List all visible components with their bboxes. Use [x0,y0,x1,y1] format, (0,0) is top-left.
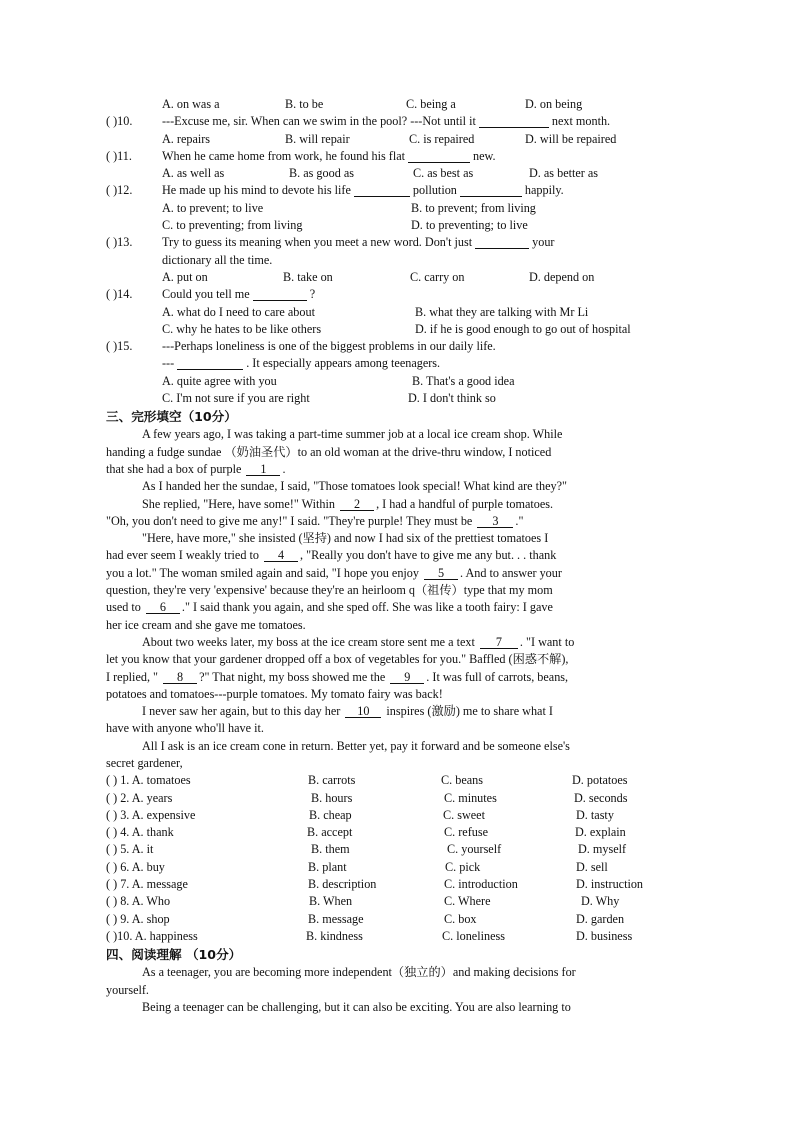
reading-passage [106,964,686,1016]
q11-options: A. as well as B. as good as C. as best as D. as better as [162,166,599,181]
q12-options-2: C. to preventing; from living D. to preventing; to live [162,218,528,233]
q15-options-2: C. I'm not sure if you are right D. I don't think so [162,391,496,406]
passage-line: "Oh, you don't need to give me any!" I said. "They're purple! They must be 3 ." [106,513,524,528]
q15-stem: ( )15. ---Perhaps loneliness is one of the biggest problems in our daily life. [106,339,496,354]
q10-stem: ( )10. ---Excuse me, sir. When can we swim in the pool? ---Not until it next month. [106,114,611,129]
cloze-blank[interactable]: 8 [163,672,197,684]
passage-line: her ice cream and she gave me tomatoes. [106,617,306,632]
cloze-blank[interactable]: 9 [390,672,424,684]
q15-options-1: A. quite agree with you B. That's a good idea [162,373,515,388]
q9-options: A. on was a B. to be C. being a D. on being [162,97,583,111]
passage-line: potatoes and tomatoes---purple tomatoes. My tomato fairy was back! [106,686,443,701]
cloze-option-row: ( ) 5. A. it B. them C. yourself D. myself [106,842,627,857]
q12-options-1: A. to prevent; to live B. to prevent; from living [162,200,536,215]
passage-line: I never saw her again, but to this day her 10 inspires (激励) me to share what I [142,704,553,719]
q13-stem: ( )13. Try to guess its meaning when you meet a new word. Don't just your [106,235,555,250]
passage-line: About two weeks later, my boss at the ice cream store sent me a text 7 . "I want to [142,634,575,649]
passage-line: As a teenager, you are becoming more independent（独立的）and making decisions for [142,965,576,980]
answer-blank-2[interactable] [460,185,522,197]
cloze-option-row: ( ) 8. A. Who B. When C. Where D. Why [106,894,620,909]
q15-stem-cont: --- . It especially appears among teenagers. [162,356,441,371]
q14-options-1: A. what do I need to care about B. what they are talking with Mr Li [162,304,589,319]
passage-line: Being a teenager can be challenging, but it can also be exciting. You are also learning to [142,999,571,1014]
cloze-option-row: ( ) 9. A. shop B. message C. box D. garden [106,911,625,926]
q10-options: A. repairs B. will repair C. is repaired D. will be repaired [162,131,617,146]
cloze-passage [106,426,686,772]
passage-line: I replied, " 8 ?" That night, my boss showed me the 9 . It was full of carrots, beans, [106,669,569,684]
answer-blank[interactable] [475,237,529,249]
q14-stem: ( )14. Could you tell me ? [106,287,316,302]
passage-line: yourself. [106,982,149,997]
answer-blank[interactable] [177,358,243,370]
passage-line: had ever seem I weakly tried to 4 , "Really you don't have to give me any but. . . thank [106,548,557,563]
answer-blank[interactable] [479,116,549,128]
passage-line: have with anyone who'll have it. [106,721,264,736]
cloze-option-row: ( ) 1. A. tomatoes B. carrots C. beans D. potatoes [106,773,628,788]
mc-section [106,96,686,407]
answer-blank[interactable] [408,151,470,163]
cloze-blank[interactable]: 10 [345,706,381,718]
cloze-blank[interactable]: 3 [477,516,513,528]
answer-blank[interactable] [354,185,410,197]
cloze-options [106,772,686,945]
passage-line: that she had a box of purple 1 . [106,461,286,476]
cloze-option-row: ( ) 4. A. thank B. accept C. refuse D. explain [106,825,626,840]
passage-line: secret gardener, [106,755,183,770]
q14-options-2: C. why he hates to be like others D. if he is good enough to go out of hospital [162,321,631,336]
cloze-blank[interactable]: 2 [340,499,374,511]
cloze-blank[interactable]: 7 [480,637,518,649]
passage-line: question, they're very 'expensive' because they're an heirloom q（祖传）type that my mom [106,583,553,598]
cloze-blank[interactable]: 6 [146,602,180,614]
passage-line: As I handed her the sundae, I said, "Those tomatoes look special! What kind are they?" [142,479,567,494]
cloze-option-row: ( )10. A. happiness B. kindness C. loneliness D. business [106,928,633,943]
passage-line: used to 6 ." I said thank you again, and she sped off. She was like a tooth fairy: I gave [106,600,553,615]
section-title-reading: 四、阅读理解 （10分） [106,947,242,963]
passage-line: All I ask is an ice cream cone in return. Better yet, pay it forward and be someone else's [142,738,570,753]
cloze-option-row: ( ) 6. A. buy B. plant C. pick D. sell [106,859,608,874]
exam-page [106,96,686,1016]
cloze-blank[interactable]: 4 [264,550,298,562]
passage-line: She replied, "Here, have some!" Within 2 , I had a handful of purple tomatoes. [142,496,554,511]
cloze-option-row: ( ) 3. A. expensive B. cheap C. sweet D. tasty [106,807,614,822]
passage-line: handing a fudge sundae （奶油圣代）to an old woman at the drive-thru window, I noticed [106,444,552,459]
q12-stem: ( )12. He made up his mind to devote his life pollution happily. [106,183,564,198]
cloze-option-row: ( ) 2. A. years B. hours C. minutes D. seconds [106,790,628,805]
passage-line: let you know that your gardener dropped off a box of vegetables for you." Baffled (困惑不解), [106,652,569,667]
passage-line: "Here, have more," she insisted (坚持) and now I had six of the prettiest tomatoes I [142,531,549,546]
cloze-option-row: ( ) 7. A. message B. description C. introduction D. instruction [106,877,644,892]
passage-line: A few years ago, I was taking a part-time summer job at a local ice cream shop. While [142,427,563,442]
passage-line: you a lot." The woman smiled again and said, "I hope you enjoy 5 . And to answer your [106,565,562,580]
q11-stem: ( )11. When he came home from work, he found his flat new. [106,148,496,163]
cloze-blank[interactable]: 5 [424,568,458,580]
q13-options: A. put on B. take on C. carry on D. depend on [162,269,595,284]
section-title-cloze: 三、完形填空（10分） [106,409,237,425]
answer-blank[interactable] [253,289,307,301]
cloze-blank[interactable]: 1 [246,464,280,476]
q13-stem-cont: dictionary all the time. [162,252,273,267]
